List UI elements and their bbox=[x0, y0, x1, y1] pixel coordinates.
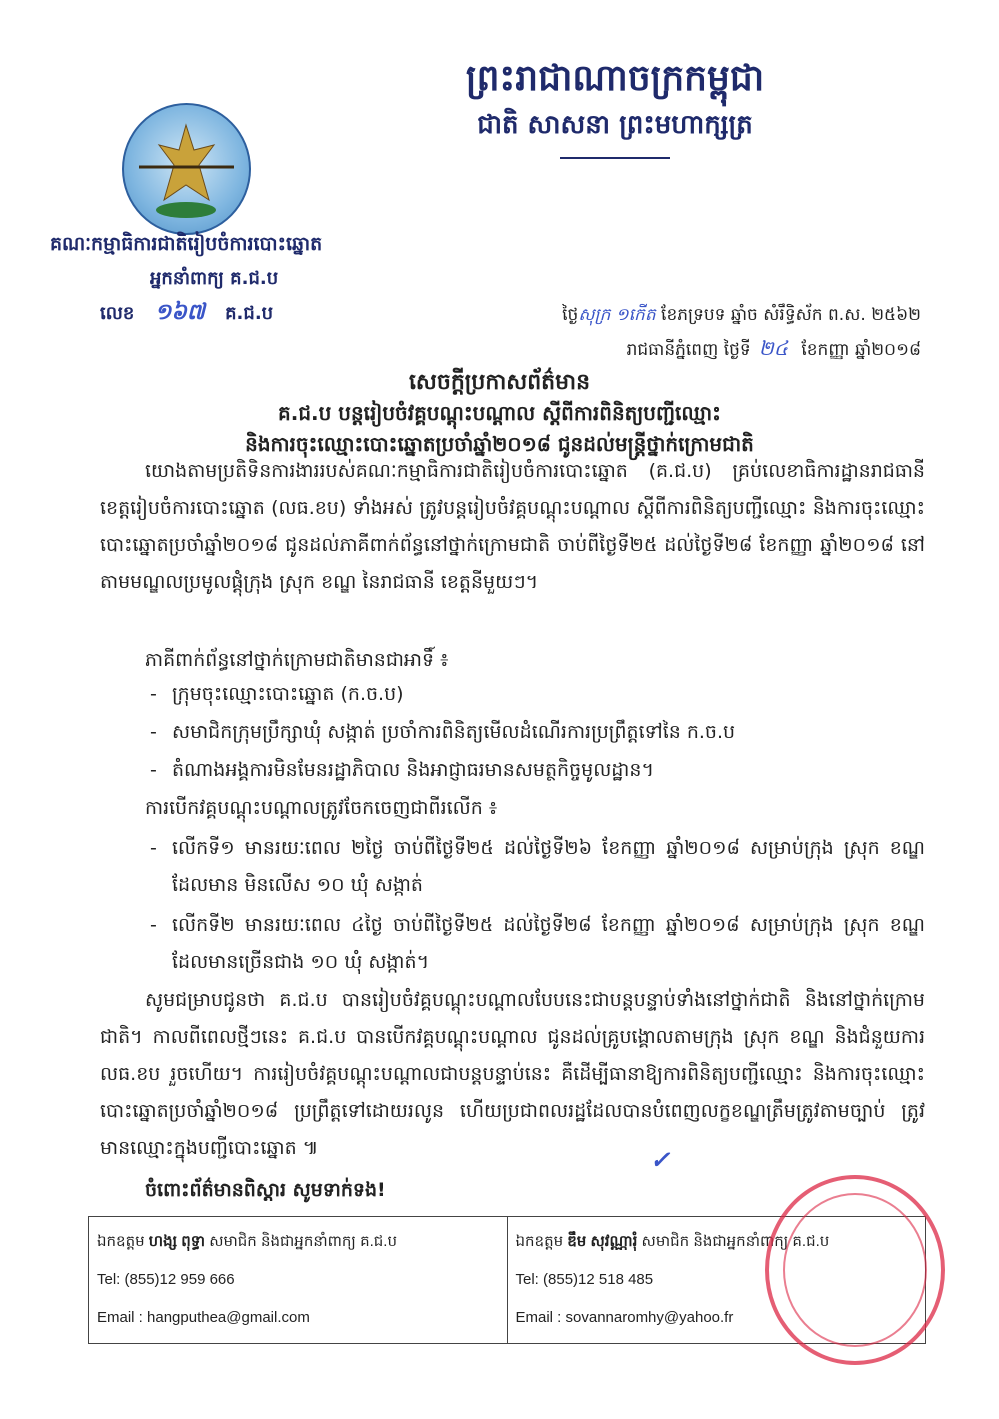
document-subtitle-line2: និងការចុះឈ្មោះបោះឆ្នោតប្រចាំឆ្នាំ២០១៨ ជូនដល់មន្ត្រីថ្នាក់ក្រោមជាតិ bbox=[245, 432, 754, 456]
contact-phone: Tel: (855)12 959 666 bbox=[97, 1271, 235, 1288]
contact-phone: Tel: (855)12 518 485 bbox=[515, 1271, 654, 1288]
nec-logo bbox=[122, 103, 251, 235]
contact-role: សមាជិក និងជាអ្នកនាំពាក្យ គ.ជ.ប bbox=[209, 1233, 397, 1250]
contact-honorific: ឯកឧត្ដម bbox=[97, 1233, 145, 1250]
party-text: សមាជិកក្រុមប្រឹក្សាឃុំ សង្កាត់ ប្រចាំការពិនិត្យមើលដំណើរការប្រព្រឹត្តទៅនៃ ក.ច.ប bbox=[172, 721, 736, 743]
contact-honorific: ឯកឧត្ដម bbox=[515, 1233, 564, 1250]
contact-name: ឌឹម សុវណ្ណារុំ bbox=[567, 1233, 638, 1250]
official-seal-stamp bbox=[765, 1175, 945, 1365]
contact-name: ហង្ស ពុទ្ធា bbox=[148, 1233, 206, 1250]
lunar-date-rest: ខែភទ្របទ ឆ្នាំច សំរឹទ្ធិស័ក ព.ស. ២៥៦២ bbox=[661, 305, 921, 325]
party-text: ក្រុមចុះឈ្មោះបោះឆ្នោត (ក.ច.ប) bbox=[172, 683, 404, 705]
solar-day-handwritten: ២៤ bbox=[758, 336, 788, 360]
lunar-date-handwritten: សុក្រ ១កើត bbox=[578, 305, 656, 325]
contact-role: សមាជិក និងជាអ្នកនាំពាក្យ គ.ជ.ប bbox=[641, 1233, 830, 1250]
email-label: Email : bbox=[97, 1309, 148, 1326]
intro-paragraph: យោងតាមប្រតិទិនការងាររបស់គណៈកម្មាធិការជាតិរៀបចំការបោះឆ្នោត (គ.ជ.ប) គ្រប់លេខាធិការដ្ឋានរាជធានី ខេត្តរៀបចំការបោះឆ្នោត (លធ.ខប) ទាំងអស់ ត្រូវបន្តរៀបចំវគ្គបណ្ដុះបណ្ដាល ស្ដីពីការពិនិត្យបញ្ជីឈ្មោះ និងការចុះឈ្មោះបោះឆ្នោតប្រចាំឆ្នាំ២០១៨ ជូនដល់ភាគីពាក់ព័ន្ធនៅថ្នាក់ក្រោមជាតិ ចាប់ពីថ្ងៃទី២៥ ដល់ថ្ងៃទី២៨ ខែកញ្ញា ឆ្នាំ២០១៨ នៅតាមមណ្ឌលប្រមូលផ្ដុំក្រុង ស្រុក ខណ្ឌ នៃរាជធានី ខេត្តនីមួយៗ។ bbox=[100, 460, 925, 593]
deity-emblem-icon bbox=[124, 105, 249, 233]
solar-date-prefix: រាជធានីភ្នំពេញ ថ្ងៃទី bbox=[626, 340, 751, 360]
issuing-organization: គណៈកម្មាធិការជាតិរៀបចំការបោះឆ្នោត bbox=[50, 233, 323, 255]
party-item: - តំណាងអង្គការមិនមែនរដ្ឋាភិបាល និងអាជ្ញាធរមានសមត្ថកិច្ចមូលដ្ឋាន។ bbox=[150, 752, 925, 789]
number-suffix: គ.ជ.ប bbox=[225, 303, 274, 324]
initials-signature: ✓ bbox=[650, 1145, 671, 1174]
reference-number bbox=[100, 298, 273, 330]
contact-heading bbox=[97, 1223, 499, 1261]
national-motto: ជាតិ សាសនា ព្រះមហាក្សត្រ bbox=[477, 110, 753, 140]
ornament-divider bbox=[560, 157, 670, 159]
email-label: Email : bbox=[515, 1309, 566, 1326]
contact-email-row bbox=[97, 1299, 499, 1337]
solar-date bbox=[627, 335, 921, 365]
contact-prompt: ចំពោះព័ត៌មានពិស្ដារ សូមទាក់ទង! bbox=[145, 1179, 386, 1201]
party-item: - សមាជិកក្រុមប្រឹក្សាឃុំ សង្កាត់ ប្រចាំការពិនិត្យមើលដំណើរការប្រព្រឹត្តទៅនៃ ក.ច.ប bbox=[150, 714, 925, 751]
contact-card bbox=[89, 1217, 508, 1344]
lunar-date-prefix: ថ្ងៃ bbox=[562, 305, 579, 325]
handwritten-number: ១៦៧ bbox=[154, 299, 205, 325]
parties-intro: ភាគីពាក់ព័ន្ធនៅថ្នាក់ក្រោមជាតិមានជាអាទិ៍ ៖ bbox=[145, 649, 449, 671]
party-text: តំណាងអង្គការមិនមែនរដ្ឋាភិបាល និងអាជ្ញាធរមានសមត្ថកិច្ចមូលដ្ឋាន។ bbox=[172, 759, 654, 781]
session-text: លើកទី១ មានរយៈពេល ២ថ្ងៃ ចាប់ពីថ្ងៃទី២៥ ដល់ថ្ងៃទី២៦ ខែកញ្ញា ឆ្នាំ២០១៨ សម្រាប់ក្រុង ស្រុក ខណ្ឌ ដែលមាន មិនលើស ១០ ឃុំ សង្កាត់ bbox=[172, 837, 925, 896]
closing-paragraph: សូមជម្រាបជូនថា គ.ជ.ប បានរៀបចំវគ្គបណ្ដុះបណ្ដាលបែបនេះជាបន្តបន្ទាប់ទាំងនៅថ្នាក់ជាតិ និងនៅថ្នាក់ក្រោមជាតិ។ កាលពីពេលថ្មីៗនេះ គ.ជ.ប បានបើកវគ្គបណ្ដុះបណ្ដាល ជូនដល់គ្រូបង្គោលតាមក្រុង ស្រុក ខណ្ឌ និងជំនួយការ លធ.ខប រួចហើយ។ ការរៀបចំវគ្គបណ្ដុះបណ្ដាលជាបន្តបន្ទាប់នេះ គឺដើម្បីធានាឱ្យការពិនិត្យបញ្ជីឈ្មោះ និងការចុះឈ្មោះបោះឆ្នោតប្រចាំឆ្នាំ២០១៨ ប្រព្រឹត្តទៅដោយរលូន ហើយប្រជាពលរដ្ឋដែលបានបំពេញលក្ខខណ្ឌត្រឹមត្រូវតាមច្បាប់ ត្រូវមានឈ្មោះក្នុងបញ្ជីបោះឆ្នោត ៕ bbox=[100, 989, 925, 1159]
session-item: - លើកទី១ មានរយៈពេល ២ថ្ងៃ ចាប់ពីថ្ងៃទី២៥ ដល់ថ្ងៃទី២៦ ខែកញ្ញា ឆ្នាំ២០១៨ សម្រាប់ក្រុង ស្រុក ខណ្ឌ ដែលមាន មិនលើស ១០ ឃុំ សង្កាត់ bbox=[150, 830, 925, 904]
contact-email-link[interactable]: hangputhea@gmail.com bbox=[147, 1309, 310, 1326]
document-subtitle-line1: គ.ជ.ប បន្តរៀបចំវគ្គបណ្ដុះបណ្ដាល ស្ដីពីការពិនិត្យបញ្ជីឈ្មោះ bbox=[278, 401, 721, 425]
lunar-date bbox=[562, 304, 921, 329]
solar-date-rest: ខែកញ្ញា ឆ្នាំ២០១៨ bbox=[801, 340, 921, 360]
number-label: លេខ bbox=[100, 303, 135, 324]
sessions-intro: ការបើកវគ្គបណ្ដុះបណ្ដាលត្រូវចែកចេញជាពីរលើក ៖ bbox=[145, 797, 498, 819]
kingdom-heading: ព្រះរាជាណាចក្រកម្ពុជា bbox=[465, 58, 765, 99]
session-text: លើកទី២ មានរយៈពេល ៤ថ្ងៃ ចាប់ពីថ្ងៃទី២៥ ដល់ថ្ងៃទី២៨ ខែកញ្ញា ឆ្នាំ២០១៨ សម្រាប់ក្រុង ស្រុក ខណ្ឌ ដែលមានច្រើនជាង ១០ ឃុំ សង្កាត់។ bbox=[172, 914, 925, 973]
spokesperson-office: អ្នកនាំពាក្យ គ.ជ.ប bbox=[150, 268, 279, 289]
document-title: សេចក្ដីប្រកាសព័ត៌មាន bbox=[408, 370, 591, 395]
session-item: - លើកទី២ មានរយៈពេល ៤ថ្ងៃ ចាប់ពីថ្ងៃទី២៥ ដល់ថ្ងៃទី២៨ ខែកញ្ញា ឆ្នាំ២០១៨ សម្រាប់ក្រុង ស្រុក ខណ្ឌ ដែលមានច្រើនជាង ១០ ឃុំ សង្កាត់។ bbox=[150, 907, 925, 981]
party-item: - ក្រុមចុះឈ្មោះបោះឆ្នោត (ក.ច.ប) bbox=[150, 676, 925, 713]
contact-email-link[interactable]: sovannaromhy@yahoo.fr bbox=[565, 1309, 734, 1326]
